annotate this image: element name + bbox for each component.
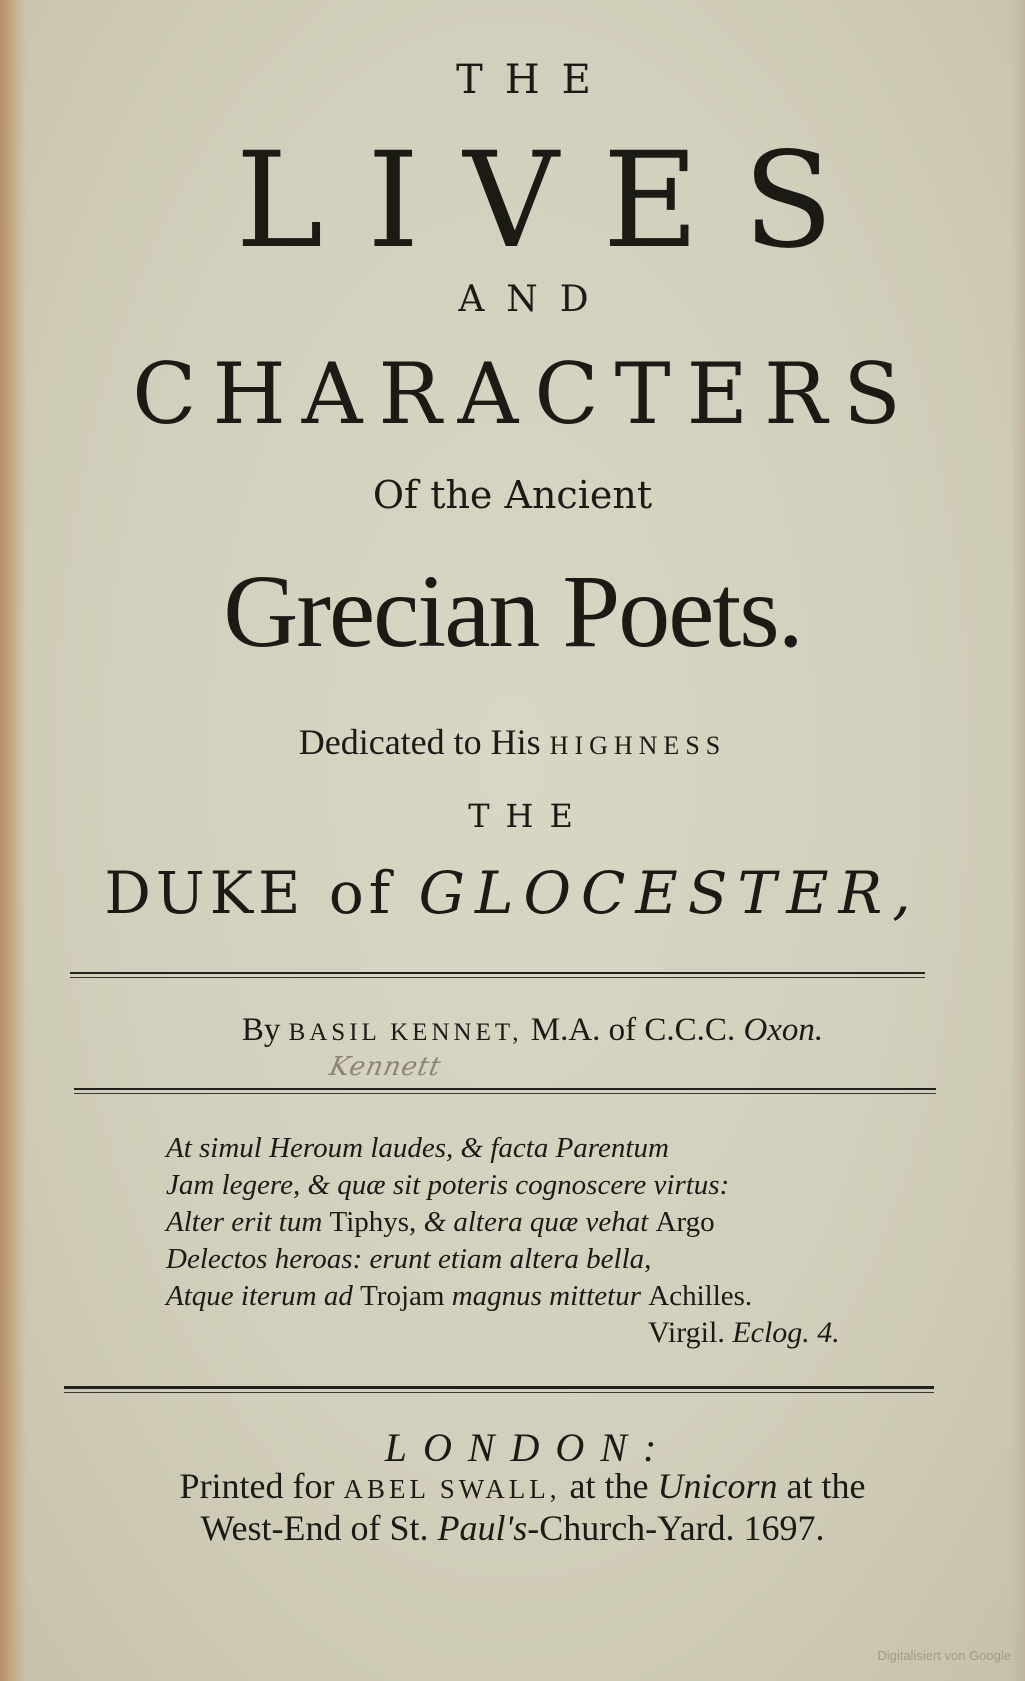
dedication-prefix: Dedicated to His [298, 722, 550, 762]
author-name: BASIL KENNET, [288, 1019, 523, 1046]
dedication-glocester: GLOCESTER, [418, 859, 921, 927]
verse-fragment: Argo [655, 1206, 715, 1238]
divider-rule-middle [74, 1088, 936, 1094]
divider-rule-top [70, 972, 925, 978]
imprint-printed-for: Printed for [179, 1466, 344, 1506]
verse-fragment: Alter erit tum [166, 1206, 330, 1238]
author-line [0, 1014, 1025, 1047]
dedication-line [0, 724, 1025, 760]
imprint-sign: Unicorn [657, 1466, 778, 1506]
digitization-watermark: Digitalisiert von Google [877, 1648, 1011, 1663]
verse-fragment: Delectos heroas: erunt etiam altera bella, [166, 1243, 652, 1275]
title-characters: CHARACTERS [132, 345, 917, 443]
author-oxon: Oxon. [743, 1012, 824, 1048]
verse-fragment: At simul Heroum laudes, & facta Parentum [166, 1132, 669, 1164]
dedication-duke: DUKE of [104, 859, 419, 927]
author-by: By [241, 1012, 289, 1048]
title-grecian-poets: Grecian Poets. [223, 554, 802, 669]
verse-fragment: Atque iterum ad [166, 1280, 361, 1312]
imprint-churchyard: -Church-Yard. 1697. [527, 1508, 825, 1548]
verse-fragment: Trojam [360, 1280, 445, 1312]
verse-line [166, 1130, 752, 1167]
verse-line [166, 1204, 752, 1241]
imprint-at-the: at the [560, 1466, 658, 1506]
imprint-city: LONDON: [384, 1425, 673, 1470]
citation-author: Virgil. [648, 1316, 733, 1349]
dedication-the: THE [468, 797, 589, 835]
title-and: AND [458, 279, 611, 320]
imprint-printed-line [0, 1468, 1025, 1504]
divider-rule-bottom [64, 1386, 934, 1393]
dedication-highness: HIGHNESS [549, 731, 727, 760]
verse-fragment: Tiphys, [329, 1206, 417, 1238]
author-degree: M.A. of C.C.C. [522, 1012, 744, 1048]
imprint-pauls: Paul's [437, 1508, 528, 1548]
dedication-duke-line [0, 859, 1025, 927]
verse-fragment: & altera quæ vehat [416, 1206, 656, 1238]
title-the: THE [456, 57, 613, 103]
imprint-address-line [0, 1510, 1025, 1546]
epigraph-verse [166, 1130, 752, 1315]
handwritten-note: Kennett [326, 1052, 445, 1082]
verse-line [166, 1167, 752, 1204]
citation-work: Eclog. 4. [732, 1316, 840, 1349]
title-lives: LIVES [235, 124, 878, 278]
title-of-the-ancient: Of the Ancient [372, 473, 653, 517]
verse-fragment: Achilles. [648, 1280, 753, 1312]
verse-line [166, 1278, 752, 1315]
imprint-printer: ABEL SWALL, [343, 1474, 561, 1504]
verse-fragment: Jam legere, & quæ sit poteris cognoscere virtus: [166, 1169, 730, 1201]
verse-fragment: magnus mittetur [444, 1280, 649, 1312]
verse-line [166, 1241, 752, 1278]
imprint-at-the-2: at the [777, 1466, 866, 1506]
epigraph-citation [648, 1316, 840, 1350]
imprint-west-end: West-End of St. [200, 1508, 438, 1548]
